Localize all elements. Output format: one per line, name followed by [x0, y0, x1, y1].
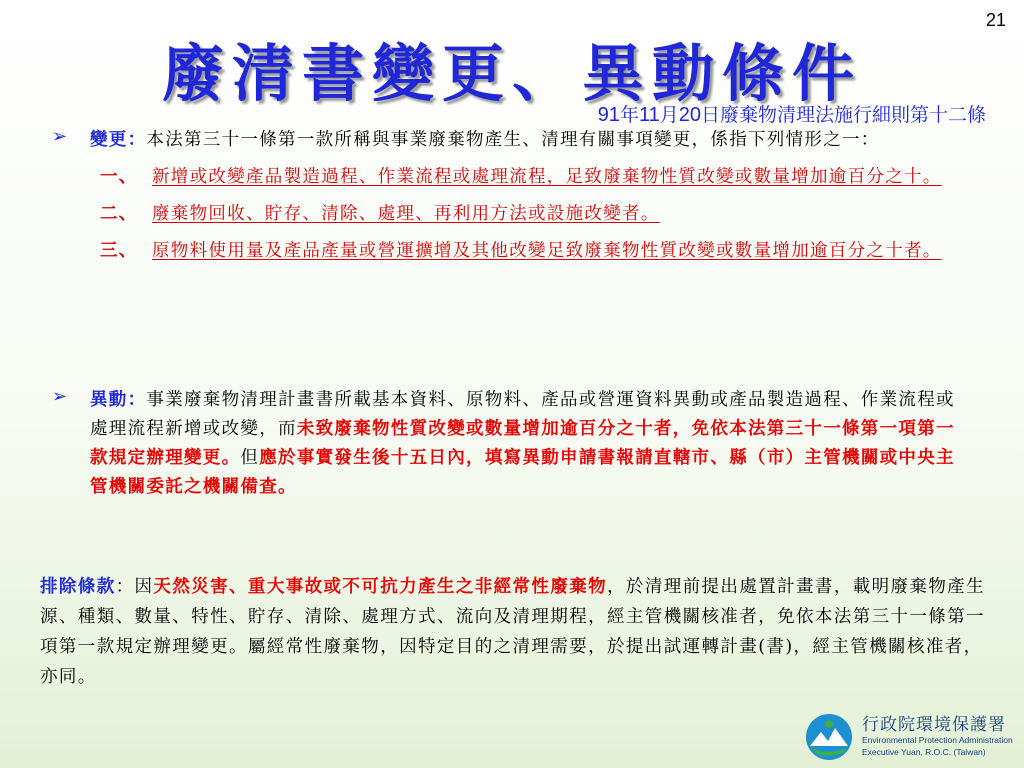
alter-section [52, 386, 972, 502]
subtitle-month-char: 月 [659, 104, 679, 126]
change-item-1 [100, 163, 972, 192]
slide-subtitle [598, 100, 986, 127]
slide-title: 廢清書變更、異動條件 [161, 37, 862, 110]
change-text: 本法第三十一條第一款所稱與事業廢棄物產生、清理有關事項變更，係指下列情形之一： [146, 130, 880, 150]
alter-text-red1: 未致廢棄物性質改變或數量增加逾百分之十者，免依本法第三十一條第一項第一款規定辦理變更。 [90, 419, 955, 468]
exclusion-colon: ：因 [115, 577, 154, 597]
exclusion-text-rest: ，於清理前提出處置計畫書，載明廢棄物產生源、種類、數量、特性、貯存、清除、處理方式、流向及清理期程，經主管機關核准者，免依本法第三十一條第一項第一款規定辦理變更。屬經常性廢棄物，因特定目的之清理需要，於提出試運轉計畫(書)，經主管機關核准者，亦同。 [40, 577, 986, 687]
org-english-name [862, 734, 1013, 758]
subtitle-month: 11 [638, 104, 660, 126]
subtitle-year-char: 年 [619, 104, 639, 126]
bullet-arrow-icon: ➢ [52, 126, 68, 147]
slide-number: 21 [985, 10, 1006, 30]
bullet-arrow-icon: ➢ [52, 386, 68, 407]
alter-text-a: 事業廢棄物清理計畫書所載基本資料、原物料、產品或營運資料異動或產品製造過程、作業流程或處理流程新增或改變，而 [90, 390, 955, 439]
alter-label: 異動： [90, 390, 147, 410]
alter-paragraph [90, 386, 972, 502]
exclusion-paragraph [40, 572, 990, 692]
change-item-3 [100, 237, 972, 266]
change-item-text: 原物料使用量及產品產量或營運擴增及其他改變足致廢棄物性質改變或數量增加逾百分之十者。 [152, 241, 942, 261]
exclusion-text-red: 天然災害、重大事故或不可抗力產生之非經常性廢棄物 [153, 577, 608, 597]
subtitle-day: 20 [678, 104, 701, 126]
change-section [52, 126, 972, 274]
alter-text-b: 但 [240, 448, 260, 468]
subtitle-year: 91 [597, 104, 620, 126]
change-item-number: 三、 [100, 241, 138, 261]
change-item-number: 二、 [100, 204, 138, 224]
exclusion-label: 排除條款 [40, 577, 116, 597]
org-english-line-1: Environmental Protection Administration [862, 735, 1013, 745]
change-paragraph [90, 126, 972, 155]
change-item-text: 新增或改變產品製造過程、作業流程或處理流程，足致廢棄物性質改變或數量增加逾百分之十。 [152, 167, 942, 187]
subtitle-rest: 日廢棄物清理法施行細則第十二條 [700, 104, 986, 126]
footer-org [804, 710, 1012, 764]
epa-logo-icon [804, 712, 854, 762]
change-label: 變更： [90, 130, 147, 150]
org-english-line-2: Executive Yuan, R.O.C. (Taiwan) [862, 747, 986, 757]
change-item-text: 廢棄物回收、貯存、清除、處理、再利用方法或設施改變者。 [152, 204, 660, 224]
alter-text-red2: 應於事實發生後十五日內，填寫異動申請書報請直轄市、縣（市）主管機關或中央主管機關委託之機關備查。 [90, 448, 955, 497]
org-name: 行政院環境保護署 [862, 715, 1006, 735]
change-items [52, 163, 972, 266]
change-item-number: 一、 [100, 167, 138, 187]
change-item-2 [100, 200, 972, 229]
